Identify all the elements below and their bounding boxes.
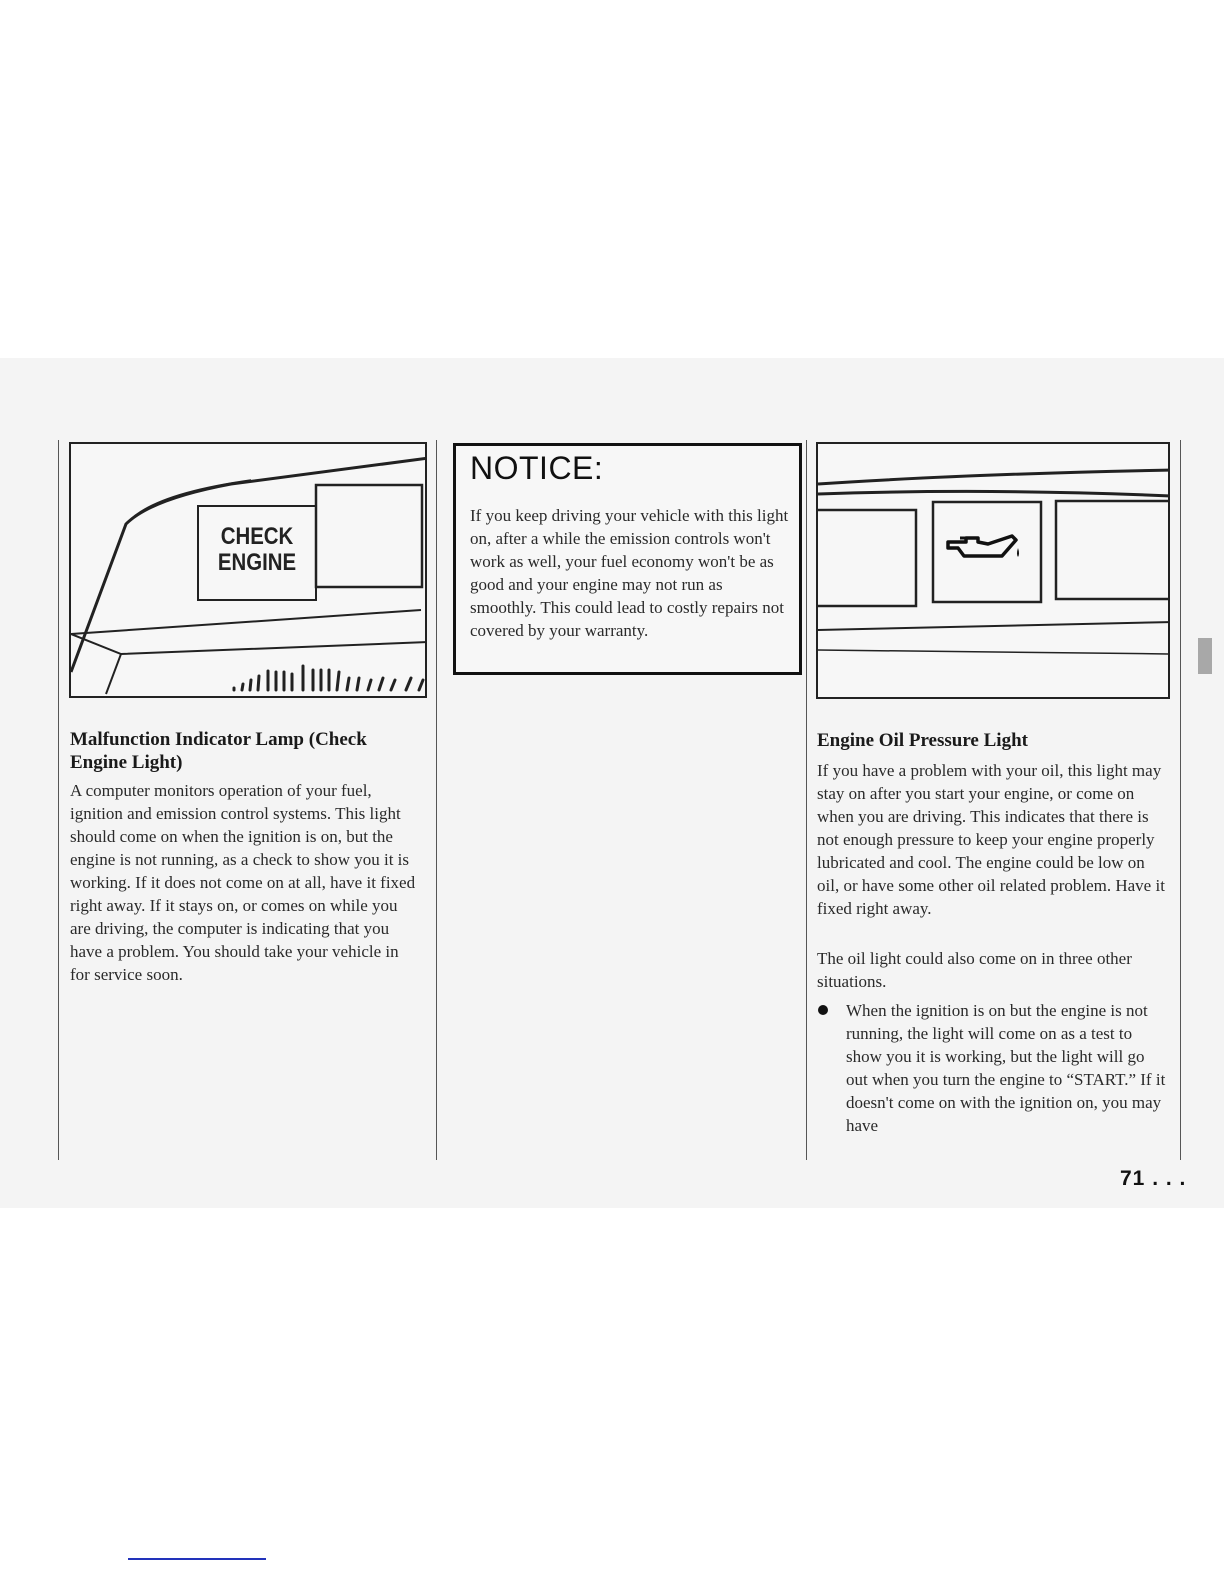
column-rule-far-right bbox=[1180, 440, 1181, 1160]
notice-title: NOTICE: bbox=[470, 450, 604, 486]
oil-pressure-para1: If you have a problem with your oil, this light may stay on after you start your engine, or come on when you are driving. This indicates that there is not enough pressure to keep your engine properly lubricated and cool. The engine could be low on oil, or have some other oil related problem. Have it fixed right away. bbox=[817, 761, 1165, 918]
notice-box bbox=[453, 443, 802, 675]
column-rule-right bbox=[806, 440, 807, 1160]
malfunction-lamp-body: A computer monitors operation of your fuel, ignition and emission control systems. This light should come on when the ignition is on, but the engine is not running, as a check to show you it is working. If it does not come on at all, have it fixed right away. If it stays on, or comes on while you are driving, the computer is indicating that you have a problem. You should take your vehicle in for service soon. bbox=[70, 781, 416, 984]
oil-pressure-bullet-1: When the ignition is on but the engine is not running, the light will come on as a test to show you it is working, but the light will go out when you turn the engine to “START.” If it doesn't come on with the ignition on, you may have bbox=[846, 1001, 1166, 1135]
page-number: 71 . . . bbox=[1120, 1167, 1187, 1190]
malfunction-lamp-heading: Malfunction Indicator Lamp (Check Engine Light) bbox=[70, 729, 367, 773]
check-engine-illustration bbox=[69, 442, 427, 698]
oil-pressure-illustration bbox=[816, 442, 1170, 699]
notice-body: If you keep driving your vehicle with this light on, after a while the emission controls won't work as well, your fuel economy won't be as good and your engine may not run as smoothly. This could lead to costly repairs not covered by your warranty. bbox=[470, 506, 789, 640]
oil-pressure-heading: Engine Oil Pressure Light bbox=[817, 730, 1028, 751]
bullet-icon bbox=[818, 1005, 828, 1015]
oil-pressure-para2: The oil light could also come on in three other situations. bbox=[817, 949, 1132, 991]
check-label-line1: CHECK bbox=[220, 523, 294, 550]
section-edge-tab bbox=[1198, 638, 1212, 674]
column-rule-left bbox=[58, 440, 59, 1160]
check-engine-label bbox=[208, 524, 307, 576]
check-label-line2: ENGINE bbox=[217, 549, 297, 576]
bottom-rule bbox=[128, 1558, 266, 1560]
column-rule-middle bbox=[436, 440, 437, 1160]
oil-can-icon bbox=[944, 524, 1030, 574]
